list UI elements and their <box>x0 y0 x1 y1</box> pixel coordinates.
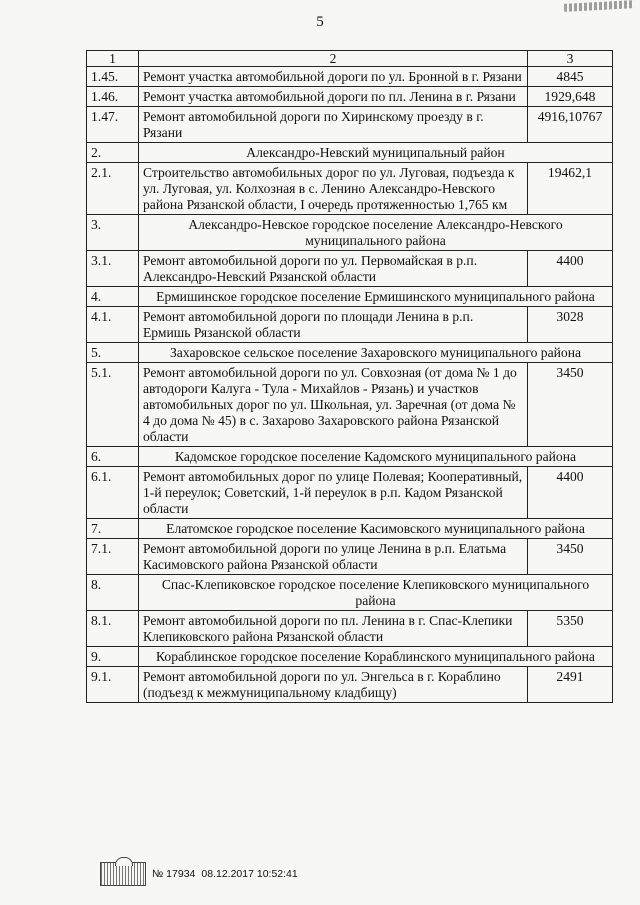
row-number: 1.45. <box>87 67 139 87</box>
row-amount: 2491 <box>528 667 613 703</box>
table-row <box>87 539 613 575</box>
row-description: Ремонт участка автомобильной дороги по ул. Бронной в г. Рязани <box>139 67 528 87</box>
row-description: Ремонт автомобильной дороги по ул. Энгельса в г. Кораблино (подъезд к межмуниципальному кладбищу) <box>139 667 528 703</box>
section-row <box>87 143 613 163</box>
row-description: Ремонт автомобильной дороги по Хиринскому проезду в г. Рязани <box>139 107 528 143</box>
row-number: 8.1. <box>87 611 139 647</box>
row-amount: 19462,1 <box>528 163 613 215</box>
table-row <box>87 611 613 647</box>
row-number: 4.1. <box>87 307 139 343</box>
row-number: 7. <box>87 519 139 539</box>
table-row <box>87 667 613 703</box>
row-amount: 4400 <box>528 251 613 287</box>
row-number: 8. <box>87 575 139 611</box>
row-amount: 3450 <box>528 539 613 575</box>
footer <box>100 862 298 886</box>
header-row <box>87 51 613 67</box>
doc-number: № 17934 <box>152 868 196 880</box>
table-row <box>87 467 613 519</box>
row-number: 1.47. <box>87 107 139 143</box>
section-title: Спас-Клепиковское городское поселение Клепиковского муниципального района <box>139 575 613 611</box>
row-amount: 4400 <box>528 467 613 519</box>
page-number: 5 <box>316 14 324 30</box>
table-row <box>87 67 613 87</box>
header-col-1: 1 <box>87 51 139 67</box>
row-amount: 5350 <box>528 611 613 647</box>
table-row <box>87 307 613 343</box>
row-number: 5. <box>87 343 139 363</box>
seal-stamp-icon <box>100 862 146 886</box>
section-row <box>87 447 613 467</box>
section-row <box>87 287 613 307</box>
row-description: Ремонт автомобильной дороги по улице Ленина в р.п. Елатьма Касимовского района Рязанской области <box>139 539 528 575</box>
table-row <box>87 163 613 215</box>
row-amount: 4916,10767 <box>528 107 613 143</box>
row-amount: 1929,648 <box>528 87 613 107</box>
table-row <box>87 363 613 447</box>
row-number: 2. <box>87 143 139 163</box>
row-description: Ремонт участка автомобильной дороги по пл. Ленина в г. Рязани <box>139 87 528 107</box>
section-title: Александро-Невский муниципальный район <box>139 143 613 163</box>
doc-timestamp: 08.12.2017 10:52:41 <box>201 868 298 880</box>
row-description: Ремонт автомобильной дороги по пл. Ленина в г. Спас-Клепики Клепиковского района Рязанской области <box>139 611 528 647</box>
row-description: Ремонт автомобильных дорог по улице Полевая; Кооперативный, 1-й переулок; Советский, 1-й переулок в р.п. Кадом Рязанской области <box>139 467 528 519</box>
table-row <box>87 251 613 287</box>
section-title: Александро-Невское городское поселение Александро-Невского муниципального района <box>139 215 613 251</box>
header-col-2: 2 <box>139 51 528 67</box>
row-amount: 3028 <box>528 307 613 343</box>
row-number: 3.1. <box>87 251 139 287</box>
row-description: Ремонт автомобильной дороги по ул. Первомайская в р.п. Александро-Невский Рязанской области <box>139 251 528 287</box>
row-number: 2.1. <box>87 163 139 215</box>
table-row <box>87 107 613 143</box>
section-title: Захаровское сельское поселение Захаровского муниципального района <box>139 343 613 363</box>
row-number: 9. <box>87 647 139 667</box>
row-description: Ремонт автомобильной дороги по площади Ленина в р.п. Ермишь Рязанской области <box>139 307 528 343</box>
section-title: Кадомское городское поселение Кадомского муниципального района <box>139 447 613 467</box>
row-number: 3. <box>87 215 139 251</box>
section-row <box>87 215 613 251</box>
section-title: Елатомское городское поселение Касимовского муниципального района <box>139 519 613 539</box>
row-number: 1.46. <box>87 87 139 107</box>
section-row <box>87 647 613 667</box>
row-description: Строительство автомобильных дорог по ул. Луговая, подъезда к ул. Луговая, ул. Колхозная в с. Ленино Александро-Невского района Рязанской области, I очередь протяженностью 1,765 км <box>139 163 528 215</box>
row-number: 6. <box>87 447 139 467</box>
row-number: 7.1. <box>87 539 139 575</box>
section-title: Кораблинское городское поселение Кораблинского муниципального района <box>139 647 613 667</box>
header-col-3: 3 <box>528 51 613 67</box>
row-amount: 3450 <box>528 363 613 447</box>
scan-artifact <box>564 0 634 12</box>
row-number: 9.1. <box>87 667 139 703</box>
section-row <box>87 519 613 539</box>
table-row <box>87 87 613 107</box>
row-number: 6.1. <box>87 467 139 519</box>
section-row <box>87 343 613 363</box>
section-title: Ермишинское городское поселение Ермишинского муниципального района <box>139 287 613 307</box>
row-amount: 4845 <box>528 67 613 87</box>
section-row <box>87 575 613 611</box>
row-description: Ремонт автомобильной дороги по ул. Совхозная (от дома № 1 до автодороги Калуга - Тула - Михайлов - Рязань) и участков автомобильных дорог по ул. Школьная, ул. Заречная (от дома № 4 до дома № 45) в с. Захарово Захаровского района Рязанской области <box>139 363 528 447</box>
row-number: 4. <box>87 287 139 307</box>
roads-table <box>86 50 613 703</box>
row-number: 5.1. <box>87 363 139 447</box>
